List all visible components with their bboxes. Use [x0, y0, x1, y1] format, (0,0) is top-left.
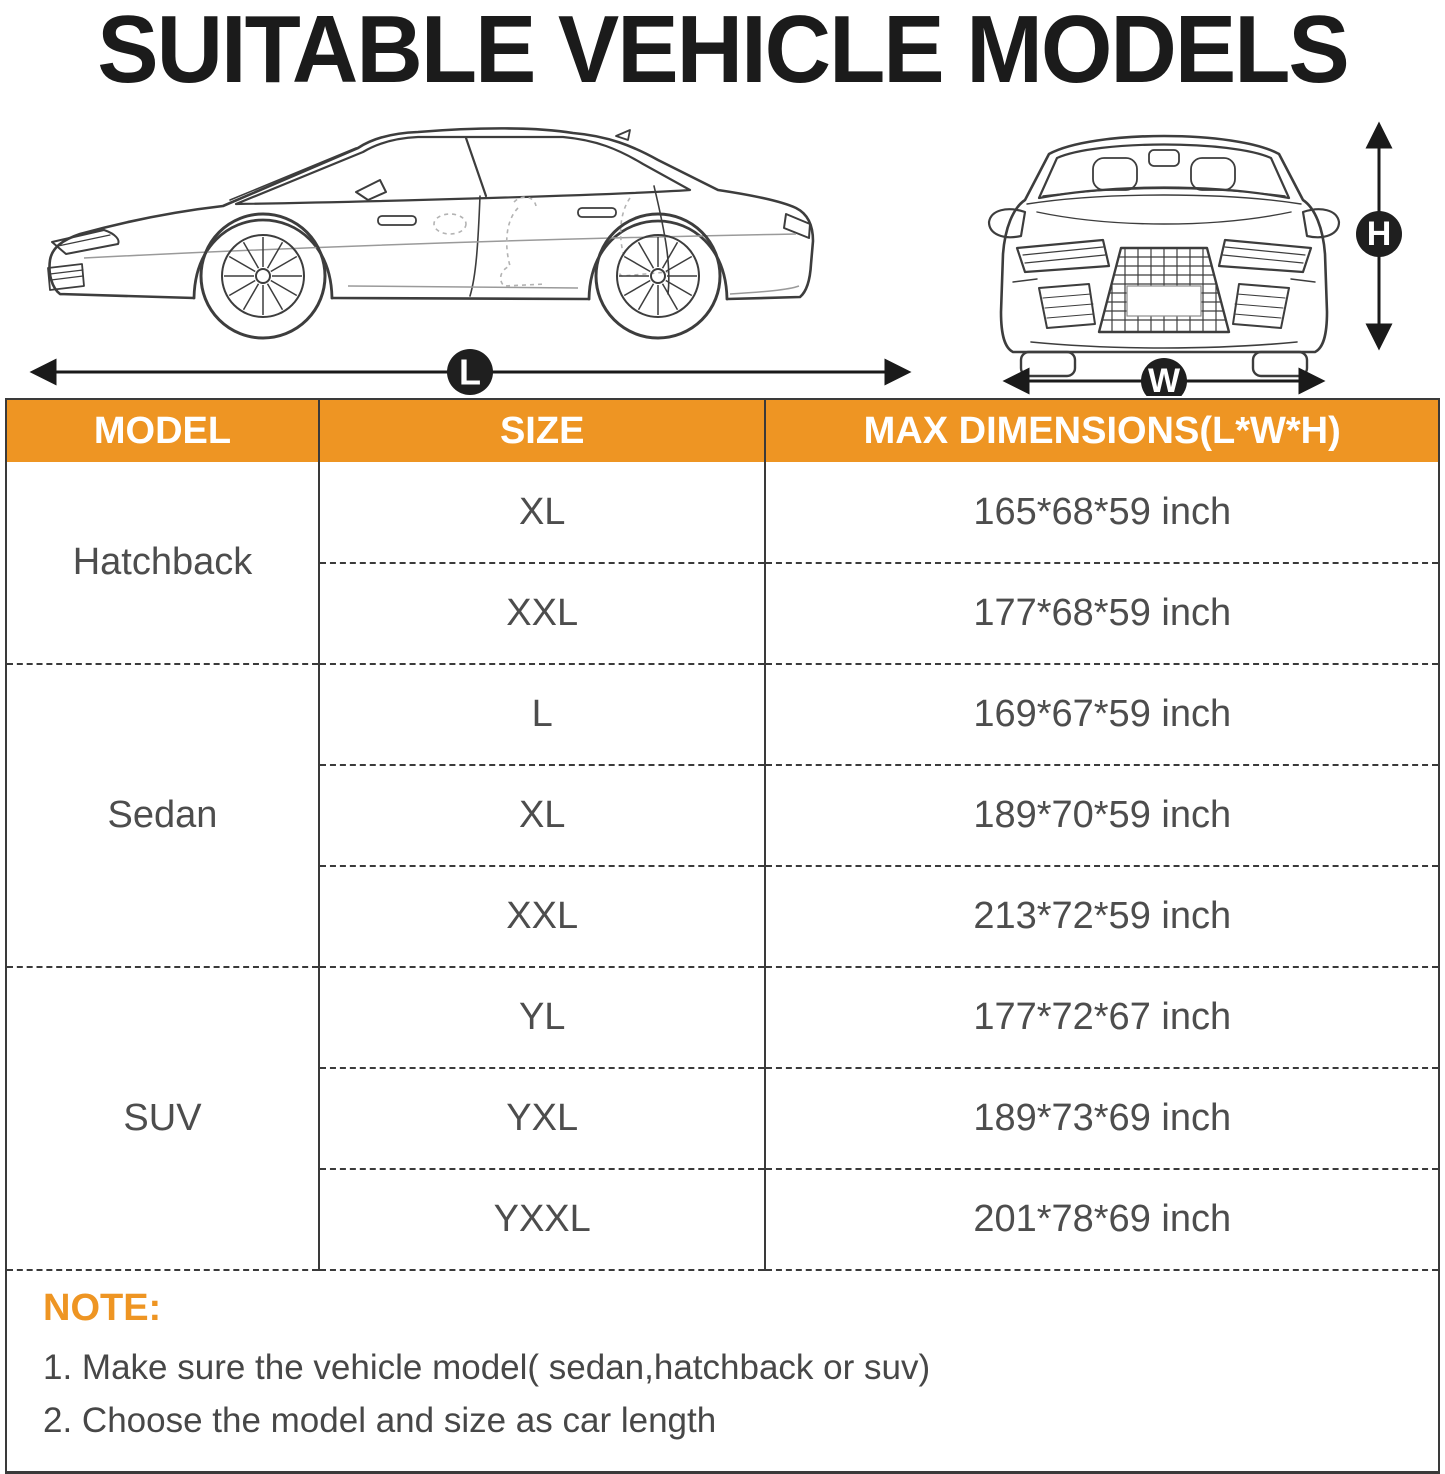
size-cell: XXL	[319, 563, 765, 664]
length-label: L	[459, 351, 481, 393]
page-title: SUITABLE VEHICLE MODELS	[97, 0, 1348, 103]
dimensions-cell: 189*70*59 inch	[765, 765, 1438, 866]
dimensions-cell: 177*72*67 inch	[765, 967, 1438, 1068]
model-cell: Sedan	[7, 664, 319, 967]
size-cell: YXL	[319, 1068, 765, 1169]
size-cell: YL	[319, 967, 765, 1068]
dimensions-cell: 165*68*59 inch	[765, 462, 1438, 563]
note-label: NOTE:	[43, 1287, 162, 1329]
size-table	[5, 398, 1440, 1474]
model-cell: SUV	[7, 967, 319, 1270]
vehicle-size-table	[7, 400, 1438, 1271]
note-item: 1. Make sure the vehicle model( sedan,hatchback or suv)	[43, 1348, 931, 1387]
model-cell: Hatchback	[7, 462, 319, 664]
header-model: MODEL	[7, 400, 319, 462]
license-plate	[1127, 286, 1201, 316]
note-section	[7, 1271, 1438, 1471]
table-row	[7, 664, 1438, 765]
size-cell: XXL	[319, 866, 765, 967]
header-row	[7, 400, 1438, 462]
size-cell: YXXL	[319, 1169, 765, 1270]
vehicle-diagrams	[0, 96, 1445, 398]
car-front-view-diagram	[973, 96, 1423, 396]
size-cell: XL	[319, 462, 765, 563]
side-rear-wheel	[596, 214, 720, 338]
size-cell: L	[319, 664, 765, 765]
height-label: H	[1366, 215, 1392, 253]
dimensions-cell: 201*78*69 inch	[765, 1169, 1438, 1270]
dimensions-cell: 169*67*59 inch	[765, 664, 1438, 765]
size-cell: XL	[319, 765, 765, 866]
table-row	[7, 462, 1438, 563]
length-badge	[447, 349, 493, 395]
header-dimensions: MAX DIMENSIONS(L*W*H)	[765, 400, 1438, 462]
dimensions-cell: 189*73*69 inch	[765, 1068, 1438, 1169]
width-label: W	[1147, 362, 1181, 396]
table-row	[7, 967, 1438, 1068]
dimensions-cell: 213*72*59 inch	[765, 866, 1438, 967]
note-item: 2. Choose the model and size as car length	[43, 1400, 717, 1440]
car-side-view-diagram	[18, 96, 923, 396]
dimensions-cell: 177*68*59 inch	[765, 563, 1438, 664]
header-size: SIZE	[319, 400, 765, 462]
width-badge	[1141, 358, 1187, 396]
side-front-wheel	[201, 214, 325, 338]
height-badge	[1356, 211, 1402, 257]
